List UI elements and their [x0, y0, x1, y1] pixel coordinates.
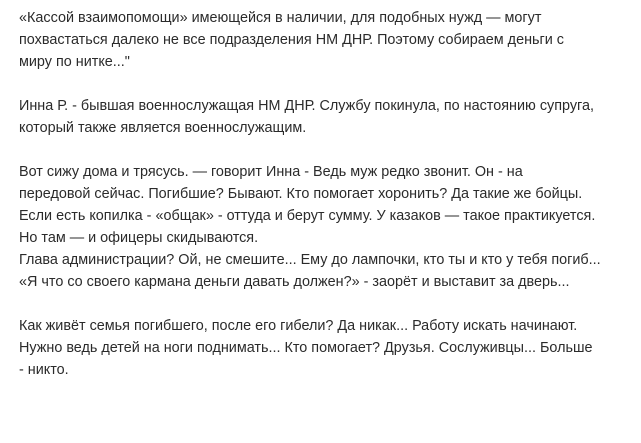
text-line: который также является военнослужащим. [19, 120, 307, 136]
text-line: Но там — и офицеры скидываются. [19, 230, 259, 246]
text-line: Инна Р. - бывшая военнослужащая НМ ДНР. Службу покинула, по настоянию супруга, [19, 98, 594, 114]
text-line: «Кассой взаимопомощи» имеющейся в наличии, для подобных нужд — могут [19, 10, 542, 26]
paragraph-gap [19, 73, 631, 95]
text-line: Глава администрации? Ой, не смешите... Ему до лампочки, кто ты и кто у тебя погиб... [19, 252, 601, 268]
text-line: «Я что со своего кармана деньги давать должен?» - заорёт и выставит за дверь... [19, 274, 570, 290]
text-line: - никто. [19, 362, 69, 378]
paragraph-2 [19, 95, 631, 139]
text-line: похвастаться далеко не все подразделения НМ ДНР. Поэтому собираем деньги с [19, 32, 565, 48]
text-line: Если есть копилка - «общак» - оттуда и берут сумму. У казаков — такое практикуется. [19, 208, 596, 224]
paragraph-4 [19, 315, 631, 381]
paragraph-3 [19, 161, 631, 293]
paragraph-gap [19, 293, 631, 315]
text-line: передовой сейчас. Погибшие? Бывают. Кто помогает хоронить? Да такие же бойцы. [19, 186, 583, 202]
text-line: миру по нитке..." [19, 54, 130, 70]
paragraph-1 [19, 7, 631, 73]
paragraph-gap [19, 139, 631, 161]
text-line: Нужно ведь детей на ноги поднимать... Кто помогает? Друзья. Сослуживцы... Больше [19, 340, 593, 356]
text-line: Как живёт семья погибшего, после его гибели? Да никак... Работу искать начинают. [19, 318, 578, 334]
text-line: Вот сижу дома и трясусь. — говорит Инна - Ведь муж редко звонит. Он - на [19, 164, 523, 180]
